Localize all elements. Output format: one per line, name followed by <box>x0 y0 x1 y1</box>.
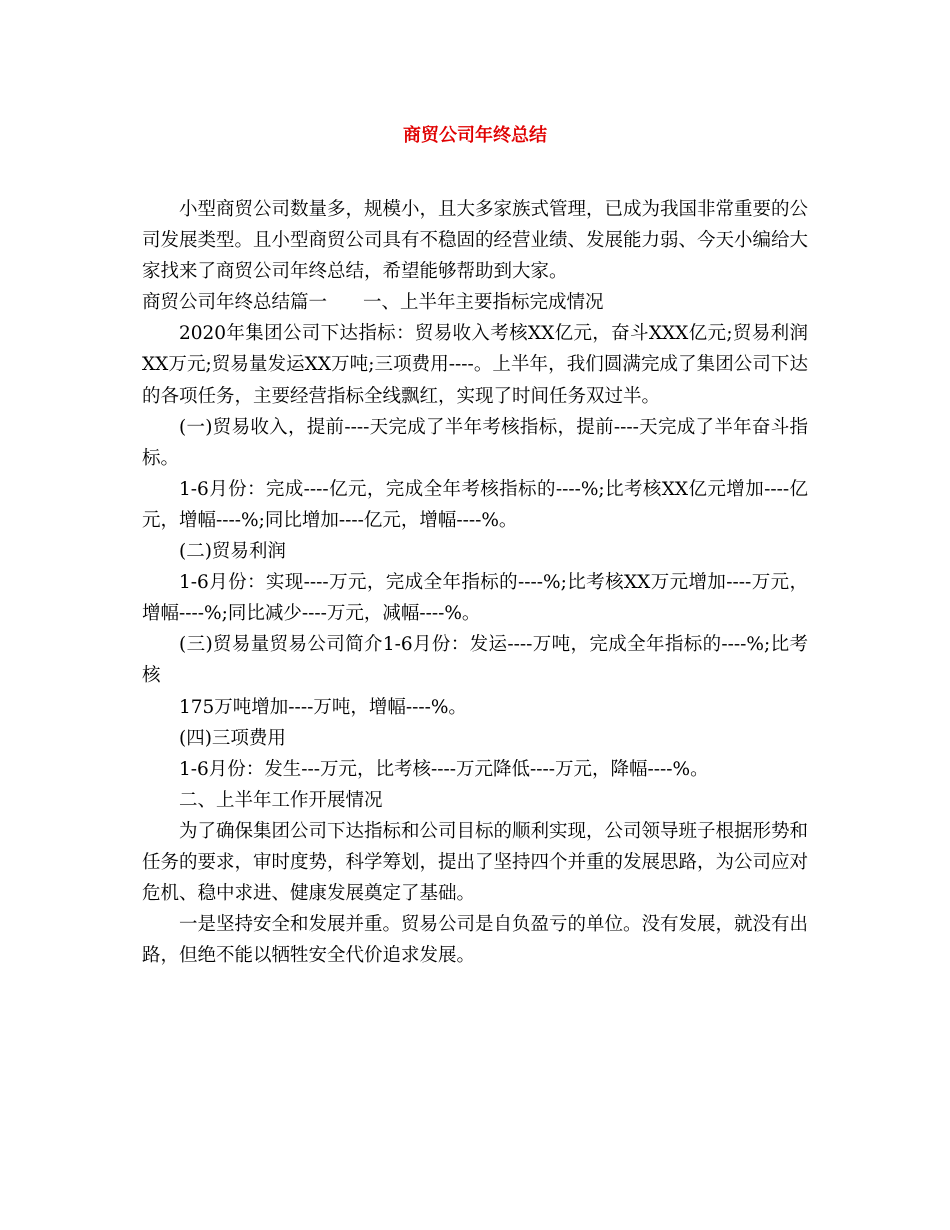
subheading-three-expenses: (四)三项费用 <box>179 727 286 749</box>
paragraph-volume-detail: 175万吨增加----万吨，增幅----%。 <box>179 696 467 718</box>
paragraph-trade-income: (一)贸易收入，提前----天完成了半年考核指标，提前----天完成了半年奋斗指标。 <box>142 416 808 469</box>
paragraph-trade-volume: (三)贸易量贸易公司简介1-6月份：发运----万吨，完成全年指标的----%;比考核 <box>142 634 808 687</box>
paragraph-safety-development: 一是坚持安全和发展并重。贸易公司是自负盈亏的单位。没有发展，就没有出路，但绝不能以牺牲安全代价追求发展。 <box>142 914 809 967</box>
paragraph-profit-detail: 1-6月份：实现----万元，完成全年指标的----%;比考核XX万元增加----万元，增幅----%;同比减少----万元，减幅----%。 <box>142 572 808 625</box>
section-heading-1: 一、上半年主要指标完成情况 <box>363 292 604 314</box>
document-title: 商贸公司年终总结 <box>403 125 547 146</box>
subheading-trade-profit: (二)贸易利润 <box>179 541 286 563</box>
paragraph-intro: 小型商贸公司数量多，规模小，且大多家族式管理，已成为我国非常重要的公司发展类型。且小型商贸公司具有不稳固的经营业绩、发展能力弱、今天小编给大家找来了商贸公司年终总结，希望能够帮助到大家。 <box>142 199 809 283</box>
section-heading-2: 二、上半年工作开展情况 <box>179 789 383 811</box>
paragraph-work-overview: 为了确保集团公司下达指标和公司目标的顺利实现，公司领导班子根据形势和任务的要求，审时度势，科学筹划，提出了坚持四个并重的发展思路，为公司应对危机、稳中求进、健康发展奠定了基础。 <box>142 820 809 905</box>
document-body <box>142 194 808 971</box>
paragraph-income-detail: 1-6月份：完成----亿元，完成全年考核指标的----%;比考核XX亿元增加----亿元，增幅----%;同比增加----亿元，增幅----%。 <box>142 478 808 531</box>
paragraph-targets: 2020年集团公司下达指标：贸易收入考核XX亿元，奋斗XXX亿元;贸易利润XX万元;贸易量发运XX万吨;三项费用----。上半年，我们圆满完成了集团公司下达的各项任务，主要经营指标全线飘红，实现了时间任务双过半。 <box>142 323 808 407</box>
article-heading: 商贸公司年终总结篇一 <box>142 292 328 314</box>
paragraph-expenses-detail: 1-6月份：发生---万元，比考核----万元降低----万元，降幅----%。 <box>179 758 709 780</box>
section-heading-line <box>142 287 808 318</box>
